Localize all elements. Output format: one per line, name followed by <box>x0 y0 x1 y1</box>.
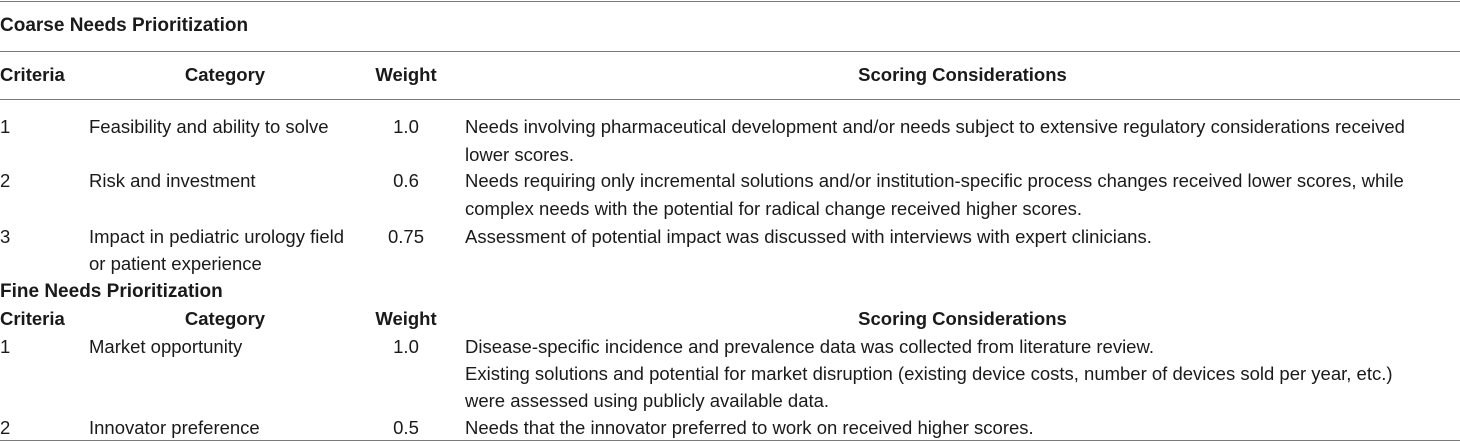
cell-scoring-line: Assessment of potential impact was discussed with interviews with expert clinicians. <box>465 226 1152 247</box>
header-criteria: Criteria <box>0 308 65 329</box>
cell-weight: 0.5 <box>393 417 419 438</box>
cell-category: Innovator preference <box>89 417 260 438</box>
header-category: Category <box>184 64 266 85</box>
cell-scoring-line: Disease-specific incidence and prevalence data was collected from literature review. <box>465 336 1154 357</box>
cell-category: Feasibility and ability to solve <box>89 116 329 137</box>
cell-scoring-line: Needs requiring only incremental solutions and/or institution-specific process changes received lower scores, while <box>465 170 1404 191</box>
section-title-fine: Fine Needs Prioritization <box>0 281 223 302</box>
cell-category: Market opportunity <box>89 336 243 357</box>
cell-weight: 0.6 <box>393 170 419 191</box>
cell-criteria: 1 <box>0 116 11 137</box>
header-criteria: Criteria <box>0 64 65 85</box>
header-category: Category <box>184 308 266 329</box>
cell-category-line: Impact in pediatric urology field <box>89 226 345 247</box>
header-rule <box>0 99 1460 100</box>
section-title-coarse: Coarse Needs Prioritization <box>0 15 249 36</box>
cell-weight: 0.75 <box>387 226 424 247</box>
header-scoring: Scoring Considerations <box>858 308 1067 329</box>
cell-criteria: 2 <box>0 417 11 438</box>
cell-scoring-line: complex needs with the potential for radical change received higher scores. <box>465 198 1083 219</box>
section-rule <box>0 51 1460 52</box>
cell-scoring-line: lower scores. <box>465 144 574 165</box>
cell-scoring-line: Needs involving pharmaceutical development and/or needs subject to extensive regulatory considerations received <box>465 116 1405 137</box>
cell-weight: 1.0 <box>393 336 419 357</box>
cell-criteria: 3 <box>0 226 11 247</box>
cell-category: Risk and investment <box>89 170 256 191</box>
cell-criteria: 1 <box>0 336 11 357</box>
header-weight: Weight <box>375 308 437 329</box>
cell-criteria: 2 <box>0 170 11 191</box>
header-weight: Weight <box>375 64 437 85</box>
top-rule <box>0 1 1460 2</box>
cell-scoring-line: Needs that the innovator preferred to work on received higher scores. <box>465 417 1034 438</box>
header-scoring: Scoring Considerations <box>858 64 1067 85</box>
cell-scoring-line: were assessed using publicly available data. <box>465 390 830 411</box>
cell-category-line: or patient experience <box>89 253 262 274</box>
cell-scoring-line: Existing solutions and potential for market disruption (existing device costs, number of devices sold per year, etc.) <box>465 363 1393 384</box>
cell-weight: 1.0 <box>393 116 419 137</box>
